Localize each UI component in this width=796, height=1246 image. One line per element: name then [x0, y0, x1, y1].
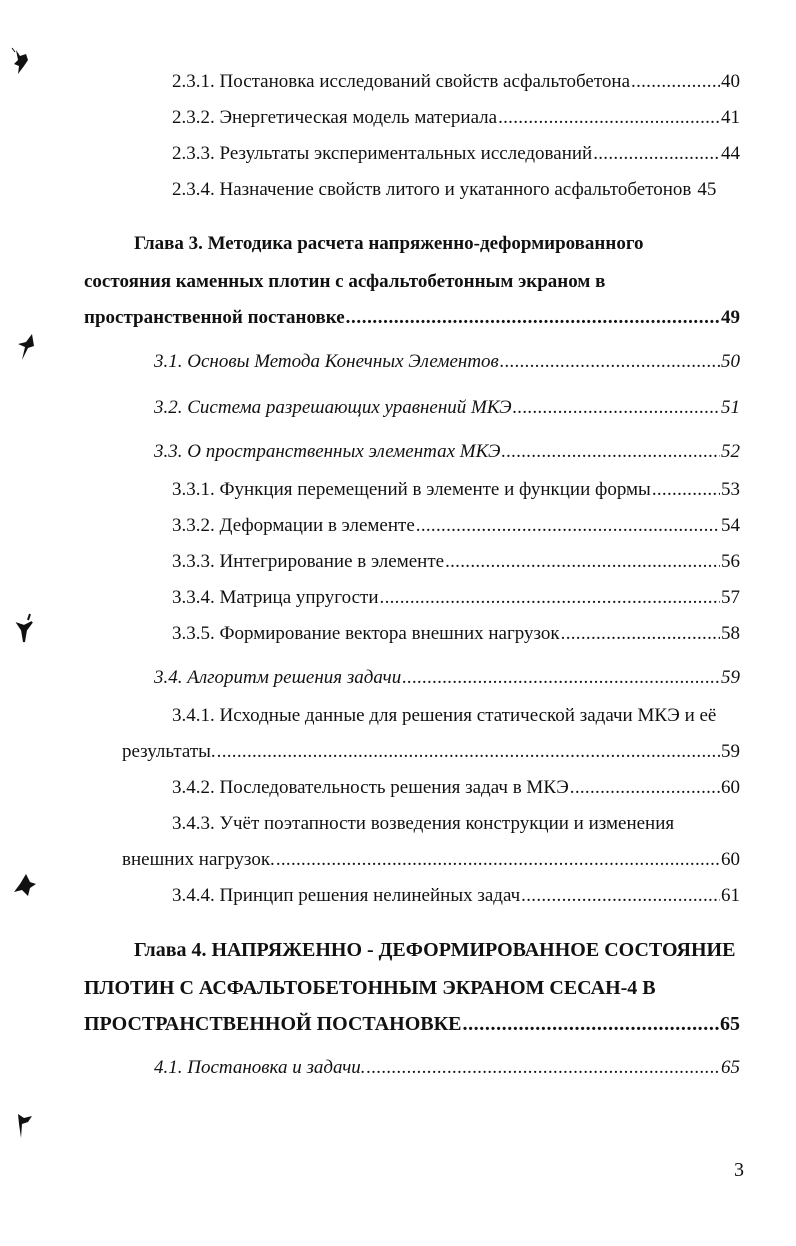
toc-page-number: 59 — [721, 667, 740, 688]
toc-entry-3-1 — [154, 350, 740, 374]
dot-leader — [498, 106, 720, 130]
toc-title: 3.4.4. Принцип решения нелинейных задач — [172, 885, 521, 906]
toc-entry-3-4-1-line-1: 3.4.1. Исходные данные для решения статической задачи МКЭ и её — [172, 705, 717, 726]
toc-title: 2.3.1. Постановка исследований свойств асфальтобетона — [172, 71, 631, 92]
toc-entry-4-1 — [154, 1056, 740, 1080]
toc-page-number: 58 — [721, 623, 740, 644]
toc-page-number: 54 — [721, 515, 740, 536]
chapter-3-heading-line-1: Глава 3. Методика расчета напряженно-деформированного — [134, 233, 644, 254]
dot-leader — [501, 440, 720, 464]
margin-mark-5 — [10, 1108, 40, 1142]
toc-page-number: 56 — [721, 551, 740, 572]
toc-page-number: 51 — [721, 397, 740, 418]
dot-leader — [346, 306, 720, 330]
dot-leader — [380, 586, 720, 610]
toc-entry-chapter-4 — [84, 1012, 740, 1036]
chapter-4-heading-line-2: ПЛОТИН С АСФАЛЬТОБЕТОННЫМ ЭКРАНОМ СЕСАН-4 В — [84, 977, 656, 999]
toc-title: 2.3.4. Назначение свойств литого и укатанного асфальтобетонов — [172, 179, 692, 200]
toc-entry-2-3-1 — [172, 70, 740, 94]
toc-entry-3-4-2 — [172, 776, 740, 800]
chapter-3-heading-line-2: состояния каменных плотин с асфальтобетонным экраном в — [84, 271, 606, 292]
toc-page-number: 60 — [721, 849, 740, 870]
dot-leader — [367, 1056, 720, 1080]
toc-entry-2-3-4 — [172, 178, 740, 202]
toc-title: 2.3.3. Результаты экспериментальных исследований — [172, 143, 593, 164]
toc-entry-2-3-3 — [172, 142, 740, 166]
toc-page-number: 57 — [721, 587, 740, 608]
toc-entry-3-3-2 — [172, 514, 740, 538]
toc-entry-3-4 — [154, 666, 740, 690]
toc-title: 2.3.2. Энергетическая модель материала — [172, 107, 498, 128]
toc-entry-3-4-4 — [172, 884, 740, 908]
dot-leader — [217, 740, 720, 764]
dot-leader — [402, 666, 720, 690]
dot-leader — [561, 622, 720, 646]
toc-title: 3.3.4. Матрица упругости — [172, 587, 379, 608]
toc-page-number: 61 — [721, 885, 740, 906]
dot-leader — [276, 848, 720, 872]
toc-entry-3-3-5 — [172, 622, 740, 646]
toc-entry-2-3-2 — [172, 106, 740, 130]
toc-page-number: 52 — [721, 441, 740, 462]
toc-title: 3.1. Основы Метода Конечных Элементов — [154, 351, 499, 372]
toc-page-number: 65 — [721, 1057, 740, 1078]
chapter-4-heading-line-1: Глава 4. НАПРЯЖЕННО - ДЕФОРМИРОВАННОЕ СОСТОЯНИЕ — [134, 939, 736, 961]
toc-entry-3-3-1 — [172, 478, 740, 502]
toc-page-number: 59 — [721, 741, 740, 762]
dot-leader — [652, 478, 720, 502]
toc-entry-3-4-3 — [122, 848, 740, 872]
toc-title: 3.2. Система разрешающих уравнений МКЭ — [154, 397, 512, 418]
toc-page-number: 41 — [721, 107, 740, 128]
dot-leader — [445, 550, 720, 574]
toc-page-number: 53 — [721, 479, 740, 500]
toc-title: 3.3.3. Интегрирование в элементе — [172, 551, 445, 572]
toc-page-number: 45 — [697, 179, 717, 200]
toc-entry-3-3-3 — [172, 550, 740, 574]
toc-page-number: 40 — [721, 71, 740, 92]
dot-leader — [521, 884, 720, 908]
margin-mark-4 — [10, 870, 40, 904]
toc-entry-3-3-4 — [172, 586, 740, 610]
margin-mark-3 — [10, 612, 40, 646]
toc-entry-3-2 — [154, 396, 740, 420]
toc-page-number: 65 — [720, 1013, 740, 1035]
dot-leader — [631, 70, 720, 94]
page-number: 3 — [734, 1159, 744, 1181]
dot-leader — [416, 514, 720, 538]
dot-leader — [513, 396, 720, 420]
toc-entry-chapter-3 — [84, 306, 740, 330]
toc-title: результаты. — [122, 741, 216, 762]
dot-leader — [593, 142, 720, 166]
toc-title: 3.4.2. Последовательность решения задач в МКЭ — [172, 777, 569, 798]
toc-title: внешних нагрузок. — [122, 849, 275, 870]
toc-title: 4.1. Постановка и задачи. — [154, 1057, 366, 1078]
dot-leader — [462, 1012, 719, 1036]
toc-title: ПРОСТРАНСТВЕННОЙ ПОСТАНОВКЕ — [84, 1013, 462, 1035]
toc-title: 3.4. Алгоритм решения задачи — [154, 667, 402, 688]
toc-page-number: 60 — [721, 777, 740, 798]
toc-entry-3-4-3-line-1: 3.4.3. Учёт поэтапности возведения конструкции и изменения — [172, 813, 675, 834]
dot-leader — [500, 350, 720, 374]
toc-page-number: 49 — [721, 307, 740, 328]
toc-entry-3-4-1 — [122, 740, 740, 764]
toc-entry-3-3 — [154, 440, 740, 464]
toc-page-number: 50 — [721, 351, 740, 372]
toc-title: 3.3.2. Деформации в элементе — [172, 515, 415, 536]
margin-mark-2 — [10, 330, 40, 364]
toc-title: 3.3.1. Функция перемещений в элементе и функции формы — [172, 479, 651, 500]
margin-mark-1 — [6, 44, 36, 78]
toc-page-number: 44 — [721, 143, 740, 164]
dot-leader — [570, 776, 720, 800]
toc-title: пространственной постановке — [84, 307, 345, 328]
toc-title: 3.3. О пространственных элементах МКЭ — [154, 441, 501, 462]
toc-title: 3.3.5. Формирование вектора внешних нагрузок — [172, 623, 560, 644]
